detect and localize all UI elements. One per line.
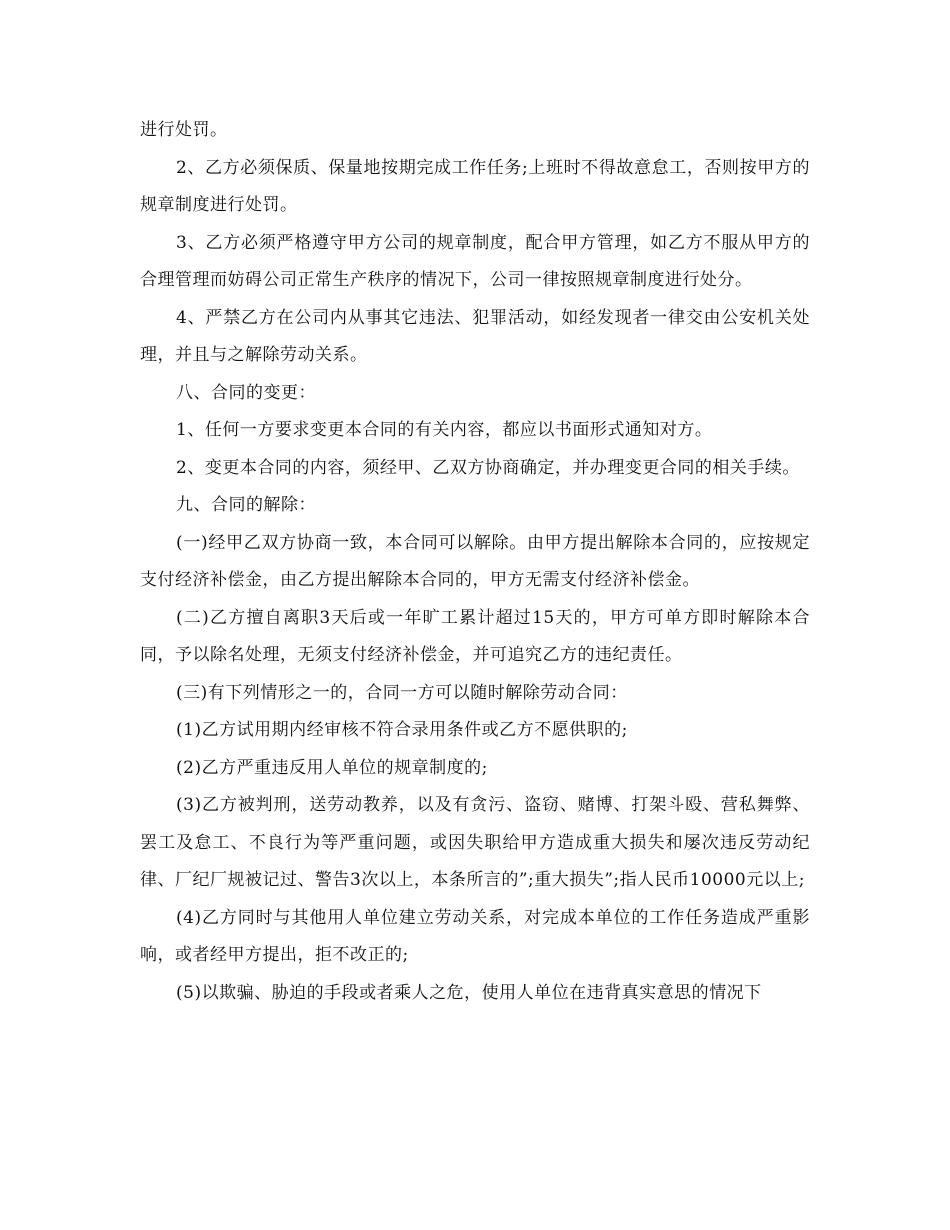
- list-item-4: (4)乙方同时与其他用人单位建立劳动关系，对完成本单位的工作任务造成严重影响，或者经甲方提出，拒不改正的;: [140, 907, 810, 965]
- list-item-1: (1)乙方试用期内经审核不符合录用条件或乙方不愿供职的;: [176, 720, 628, 740]
- paragraph-continued-penalty: 进行处罚。: [140, 120, 228, 140]
- section-heading-termination: 九、合同的解除：: [176, 495, 316, 515]
- paragraph-change-1: 1、任何一方要求变更本合同的有关内容，都应以书面形式通知对方。: [176, 420, 713, 440]
- paragraph-termination-3: (三)有下列情形之一的，合同一方可以随时解除劳动合同：: [176, 682, 628, 703]
- section-heading-change: 八、合同的变更：: [176, 382, 316, 403]
- paragraph-termination-2: (二)乙方擅自离职3天后或一年旷工累计超过15天的，甲方可单方即时解除本合同，予以除名处理，无须支付经济补偿金，并可追究乙方的违纪责任。: [140, 607, 810, 665]
- paragraph-clause-2-quality: 2、乙方必须保质、保量地按期完成工作任务;上班时不得故意怠工，否则按甲方的规章制度进行处罚。: [140, 157, 810, 215]
- document-body: [140, 112, 810, 1012]
- paragraph-termination-1: (一)经甲乙双方协商一致，本合同可以解除。由甲方提出解除本合同的，应按规定支付经济补偿金，由乙方提出解除本合同的，甲方无需支付经济补偿金。: [140, 532, 810, 590]
- list-item-2: (2)乙方严重违反用人单位的规章制度的;: [176, 757, 488, 778]
- paragraph-clause-3-rules: 3、乙方必须严格遵守甲方公司的规章制度，配合甲方管理，如乙方不服从甲方的合理管理而妨碍公司正常生产秩序的情况下，公司一律按照规章制度进行处分。: [140, 232, 810, 290]
- paragraph-clause-4-illegal: 4、严禁乙方在公司内从事其它违法、犯罪活动，如经发现者一律交由公安机关处理，并且与之解除劳动关系。: [140, 307, 810, 365]
- paragraph-change-2: 2、变更本合同的内容，须经甲、乙双方协商确定，并办理变更合同的相关手续。: [176, 457, 800, 478]
- list-item-3: (3)乙方被判刑，送劳动教养，以及有贪污、盗窃、赌博、打架斗殴、营私舞弊、罢工及怠工、不良行为等严重问题，或因失职给甲方造成重大损失和屡次违反劳动纪律、厂纪厂规被记过、警告3次以上，本条所言的”;重大损失”;指人民币10000元以上;: [140, 795, 810, 890]
- list-item-5: (5)以欺骗、胁迫的手段或者乘人之危，使用人单位在违背真实意思的情况下: [176, 982, 762, 1003]
